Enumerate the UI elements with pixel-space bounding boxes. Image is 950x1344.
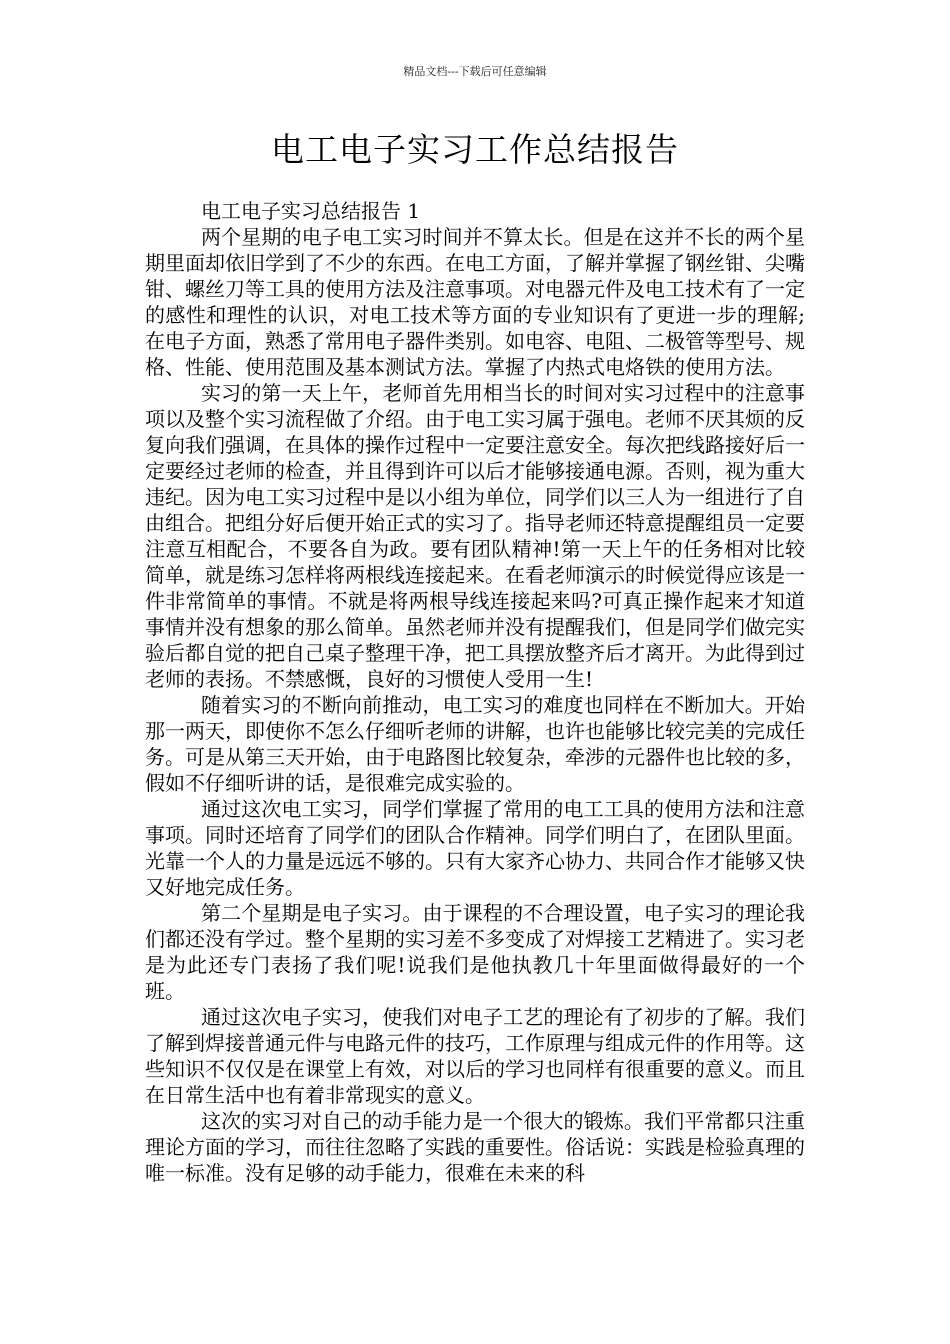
paragraph-3: 随着实习的不断向前推动，电工实习的难度也同样在不断加大。开始那一两天，即使你不怎么仔细听老师的讲解，也许也能够比较完美的完成任务。可是从第三天开始，由于电路图比较复杂，牵涉的元器件也比较的多，假如不仔细听讲的话，是很难完成实验的。 [145, 693, 805, 795]
document-title: 电工电子实习工作总结报告 [271, 130, 679, 169]
paragraph-4: 通过这次电工实习，同学们掌握了常用的电工工具的使用方法和注意事项。同时还培育了同学们的团队合作精神。同学们明白了，在团队里面。光靠一个人的力量是远远不够的。只有大家齐心协力、共同合作才能够又快又好地完成任务。 [145, 797, 805, 899]
paragraph-1: 两个星期的电子电工实习时间并不算太长。但是在这并不长的两个星期里面却依旧学到了不少的东西。在电工方面，了解并掌握了钢丝钳、尖嘴钳、螺丝刀等工具的使用方法及注意事项。对电器元件及电工技术有了一定的感性和理性的认识，对电工技术等方面的专业知识有了更进一步的理解;在电子方面，熟悉了常用电子器件类别。如电容、电阻、二极管等型号、规格、性能、使用范围及基本测试方法。掌握了内热式电烙铁的使用方法。 [145, 225, 805, 379]
paragraph-7: 这次的实习对自己的动手能力是一个很大的锻炼。我们平常都只注重理论方面的学习，而往往忽略了实践的重要性。俗话说：实践是检验真理的唯一标准。没有足够的动手能力，很难在未来的科 [145, 1109, 805, 1185]
paragraph-2: 实习的第一天上午，老师首先用相当长的时间对实习过程中的注意事项以及整个实习流程做了介绍。由于电工实习属于强电。老师不厌其烦的反复向我们强调，在具体的操作过程中一定要注意安全。每次把线路接好后一定要经过老师的检查，并且得到许可以后才能够接通电源。否则，视为重大违纪。因为电工实习过程中是以小组为单位，同学们以三人为一组进行了自由组合。把组分好后便开始正式的实习了。指导老师还特意提醒组员一定要注意互相配合，不要各自为政。要有团队精神!第一天上午的任务相对比较简单，就是练习怎样将两根线连接起来。在看老师演示的时候觉得应该是一件非常简单的事情。不就是将两根导线连接起来吗?可真正操作起来才知道事情并没有想象的那么简单。虽然老师并没有提醒我们，但是同学们做完实验后都自觉的把自己桌子整理干净，把工具摆放整齐后才离开。为此得到过老师的表扬。不禁感慨，良好的习惯使人受用一生! [145, 381, 805, 691]
document-body [145, 198, 805, 1186]
page-header-note: 精品文档---下载后可任意编辑 [403, 65, 547, 78]
paragraph-6: 通过这次电子实习，使我们对电子工艺的理论有了初步的了解。我们了解到焊接普通元件与电路元件的技巧，工作原理与组成元件的作用等。这些知识不仅仅是在课堂上有效，对以后的学习也同样有很重要的意义。而且在日常生活中也有着非常现实的意义。 [145, 1005, 805, 1107]
paragraph-5: 第二个星期是电子实习。由于课程的不合理设置，电子实习的理论我们都还没有学过。整个星期的实习差不多变成了对焊接工艺精进了。实习老是为此还专门表扬了我们呢!说我们是他执教几十年里面做得最好的一个班。 [145, 901, 805, 1003]
report-subtitle: 电工电子实习总结报告 1 [201, 199, 421, 223]
